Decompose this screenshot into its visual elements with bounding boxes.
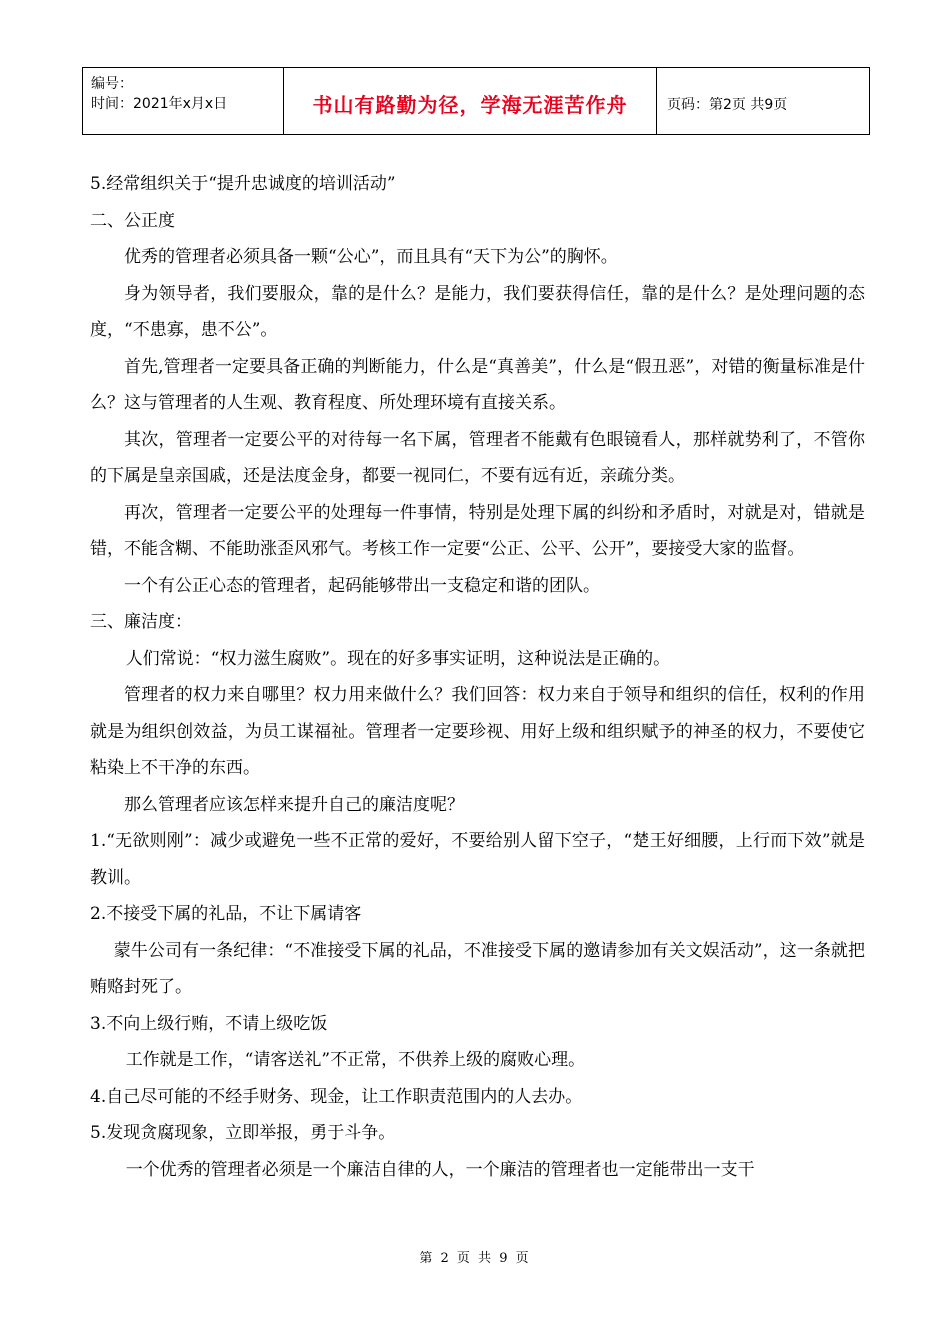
paragraph: 工作就是工作，“请客送礼”不正常，不供养上级的腐败心理。 [125, 1050, 586, 1070]
paragraph: 一个有公正心态的管理者，起码能够带出一支稳定和谐的团队。 [124, 575, 600, 596]
header-page-code: 页码：第2页 共9页 [667, 97, 788, 113]
serial-label: 编号： [91, 76, 133, 92]
page-footer: 第 2 页 共 9 页 [419, 1251, 531, 1266]
paragraph: 管理者的权力来自哪里？权力用来做什么？我们回答：权力来自于领导和组织的信任，权利的作用就是为组织创效益，为员工谋福祉。管理者一定要珍视、用好上级和组织赋予的神圣的权力，不要使它粘染上不干净的东西。 [90, 685, 865, 778]
section-heading: 三、廉洁度： [90, 612, 192, 632]
list-item: 3.不向上级行贿，不请上级吃饭 [90, 1013, 328, 1034]
list-item: 1.“无欲则刚”：减少或避免一些不正常的爱好，不要给别人留下空子，“楚王好细腰，上行而下效”就是教训。 [90, 831, 865, 888]
list-item: 5.发现贪腐现象，立即举报，勇于斗争。 [90, 1123, 396, 1143]
paragraph: 蒙牛公司有一条纪律：“不准接受下属的礼品，不准接受下属的邀请参加有关文娱活动”，这一条就把贿赂封死了。 [90, 940, 865, 997]
time-label: 时间：2021年x月x日 [91, 96, 228, 112]
document-body [90, 166, 865, 1188]
header-meta [83, 68, 284, 134]
paragraph: 人们常说：“权力滋生腐败”。现在的好多事实证明，这种说法是正确的。 [125, 648, 671, 669]
header-motto: 书山有路勤为径，学海无涯苦作舟 [284, 68, 657, 134]
page-header [82, 67, 870, 135]
list-item: 2.不接受下属的礼品，不让下属请客 [90, 904, 362, 924]
paragraph: 再次，管理者一定要公平的处理每一件事情，特别是处理下属的纠纷和矛盾时，对就是对，错就是错，不能含糊、不能助涨歪风邪气。考核工作一定要“公正、公平、公开”，要接受大家的监督。 [90, 502, 865, 559]
paragraph: 优秀的管理者必须具备一颗“公心”，而且具有“天下为公”的胸怀。 [124, 247, 618, 267]
paragraph: 一个优秀的管理者必须是一个廉洁自律的人，一个廉洁的管理者也一定能带出一支干 [125, 1159, 755, 1180]
paragraph: 首先,管理者一定要具备正确的判断能力，什么是“真善美”，什么是“假丑恶”，对错的衡量标准是什么？这与管理者的人生观、教育程度、所处理环境有直接关系。 [90, 356, 865, 413]
paragraph: 其次，管理者一定要公平的对待每一名下属，管理者不能戴有色眼镜看人，那样就势利了，不管你的下属是皇亲国戚，还是法度金身，都要一视同仁，不要有远有近，亲疏分类。 [90, 429, 865, 486]
paragraph: 那么管理者应该怎样来提升自己的廉洁度呢？ [124, 794, 464, 815]
paragraph: 身为领导者，我们要服众，靠的是什么？是能力，我们要获得信任，靠的是什么？是处理问题的态度，“不患寡，患不公”。 [90, 283, 865, 340]
section-heading: 二、公正度 [90, 210, 175, 231]
list-item: 5.经常组织关于“提升忠诚度的培训活动” [90, 174, 396, 194]
list-item: 4.自己尽可能的不经手财务、现金，让工作职责范围内的人去办。 [90, 1086, 583, 1107]
